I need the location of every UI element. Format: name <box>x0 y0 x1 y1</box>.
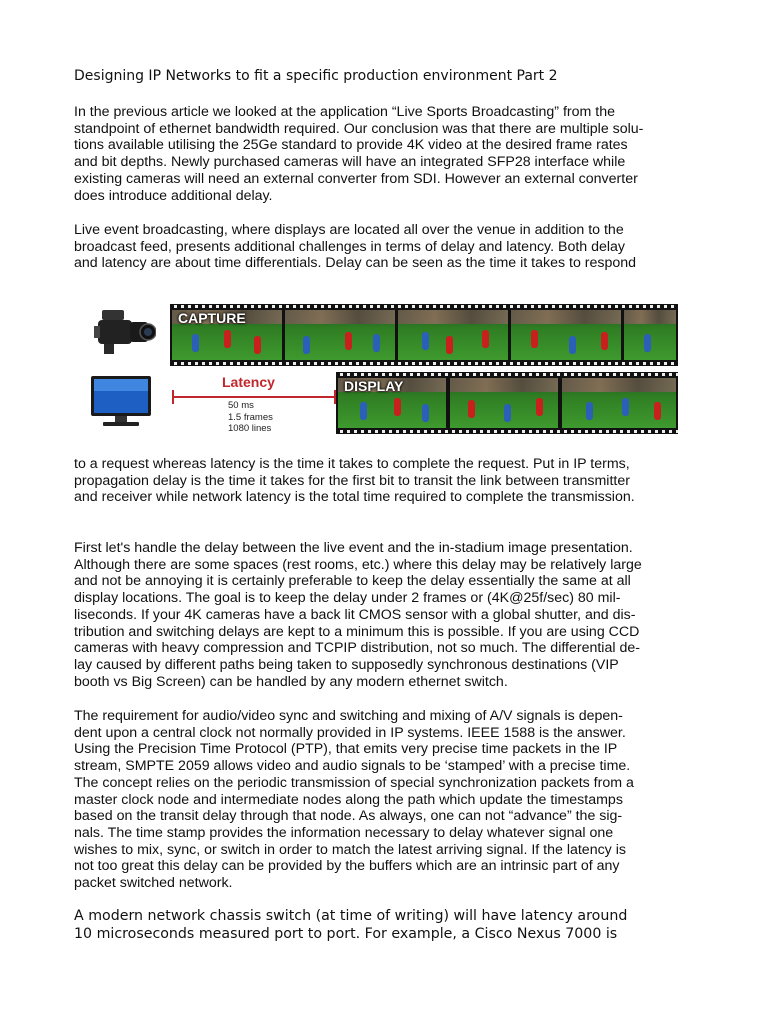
text-line: based on the transit delay through that node. As always, one can not “advance” the sig- <box>74 808 623 825</box>
display-label: DISPLAY <box>344 378 404 394</box>
paragraph-2 <box>74 222 704 272</box>
text-line: does introduce additional delay. <box>74 187 273 204</box>
text-line: propagation delay is the time it takes for the first bit to transit the link between transmitter <box>74 472 630 489</box>
latency-stats <box>228 400 273 435</box>
text-line: 10 microseconds measured port to port. For example, a Cisco Nexus 7000 is <box>74 926 618 942</box>
text-line: display locations. The goal is to keep the delay under 2 frames or (4K@25f/sec) 80 mil- <box>74 590 621 607</box>
text-line: tribution and switching delays are kept to a minimum this is possible. If you are using CCD <box>74 623 640 640</box>
latency-frames: 1.5 frames <box>228 411 273 423</box>
display-film-strip <box>336 372 678 434</box>
text-line: The requirement for audio/video sync and switching and mixing of A/V signals is depen- <box>74 708 623 724</box>
latency-lines: 1080 lines <box>228 423 272 434</box>
text-line: First let's handle the delay between the live event and the in-stadium image presentation. <box>74 540 633 556</box>
latency-ms: 50 ms <box>228 400 254 411</box>
text-line: existing cameras will need an external converter from SDI. However an external converter <box>74 170 638 187</box>
paragraph-6 <box>74 907 704 943</box>
text-line: not too great this delay can be provided by the buffers which are an intrinsic part of any <box>74 858 620 875</box>
paragraph-1 <box>74 104 704 204</box>
text-line: booth vs Big Screen) can be handled by any modern ethernet switch. <box>74 673 508 690</box>
paragraph-5 <box>74 708 704 892</box>
text-line: Using the Precision Time Protocol (PTP), that emits very precise time packets in the IP <box>74 741 618 758</box>
text-line: standpoint of ethernet bandwidth required. Our conclusion was that there are multiple solu- <box>74 120 644 137</box>
text-line: The concept relies on the periodic transmission of special synchronization packets from a <box>74 774 634 791</box>
document-title: Designing IP Networks to fit a specific production environment Part 2 <box>74 68 558 84</box>
latency-figure <box>86 300 690 440</box>
text-line: cameras with heavy compression and TCPIP distribution, not so much. The differential de- <box>74 640 640 657</box>
text-line: broadcast feed, presents additional challenges in terms of delay and latency. Both delay <box>74 238 626 255</box>
text-line: Although there are some spaces (rest rooms, etc.) where this delay may be relatively large <box>74 556 642 573</box>
text-line: master clock node and intermediate nodes along the path which update the timestamps <box>74 791 623 808</box>
latency-bar <box>172 396 336 398</box>
text-line: tions available utilising the 25Ge standard to provide 4K video at the desired frame rates <box>74 137 628 154</box>
text-line: A modern network chassis switch (at time of writing) will have latency around <box>74 908 628 924</box>
text-line: and receiver while network latency is the total time required to complete the transmission. <box>74 489 635 506</box>
monitor-icon <box>89 374 153 430</box>
text-line: packet switched network. <box>74 875 233 892</box>
text-line: nals. The time stamp provides the information necessary to delay whatever signal one <box>74 824 614 841</box>
latency-label: Latency <box>222 374 275 390</box>
text-line: lay caused by different paths being taken to supposedly synchronous destinations (VIP <box>74 656 619 673</box>
text-line: and latency are about time differentials. Delay can be seen as the time it takes to respond <box>74 255 637 272</box>
capture-label: CAPTURE <box>178 310 246 326</box>
paragraph-4 <box>74 540 704 690</box>
text-line: and not be annoying it is certainly preferable to keep the delay essentially the same at all <box>74 573 631 590</box>
paragraph-3 <box>74 456 704 506</box>
text-line: In the previous article we looked at the application “Live Sports Broadcasting” from the <box>74 104 615 120</box>
text-line: and bit depths. Newly purchased cameras will have an integrated SFP28 interface while <box>74 154 626 171</box>
text-line: liseconds. If your 4K cameras have a back lit CMOS sensor with a global shutter, and dis- <box>74 606 636 623</box>
text-line: dent upon a central clock not normally provided in IP systems. IEEE 1588 is the answer. <box>74 724 626 741</box>
text-line: wishes to mix, sync, or switch in order to match the latest arriving signal. If the latency is <box>74 841 626 858</box>
text-line: Live event broadcasting, where displays are located all over the venue in addition to the <box>74 222 624 238</box>
text-line: stream, SMPTE 2059 allows video and audio signals to be ‘stamped’ with a precise time. <box>74 758 631 775</box>
video-camera-icon <box>92 302 156 358</box>
capture-film-strip <box>170 304 678 366</box>
text-line: to a request whereas latency is the time it takes to complete the request. Put in IP terms, <box>74 456 630 472</box>
